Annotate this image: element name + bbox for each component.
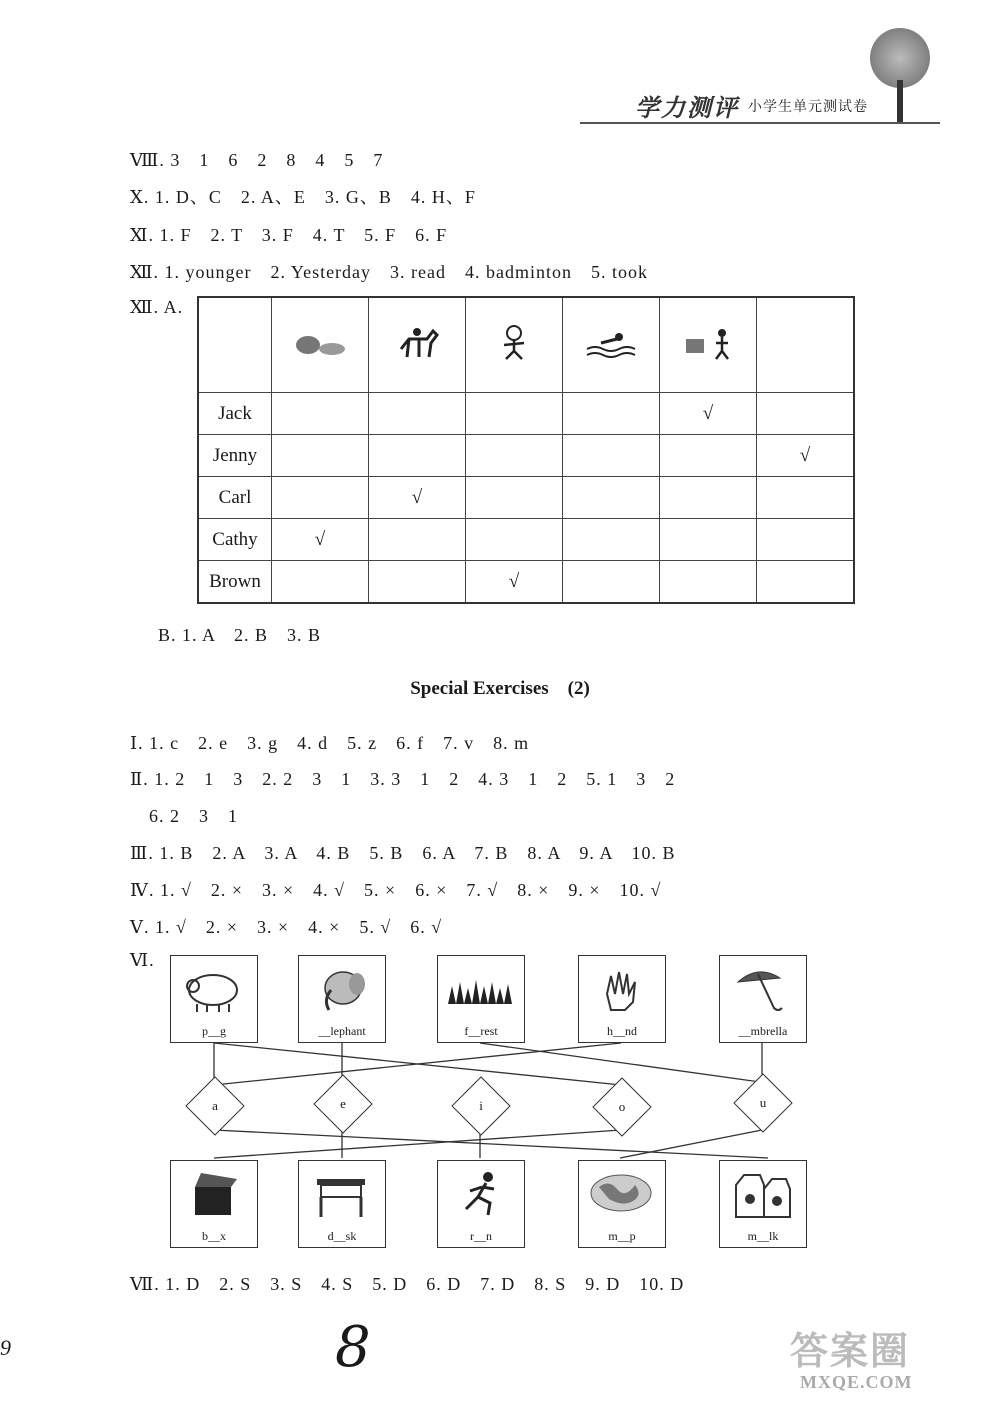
word-label: f__rest <box>464 1024 498 1038</box>
person-name: Brown <box>198 561 272 604</box>
desk-icon <box>309 1169 373 1219</box>
answer-line: Ⅷ. 3 1 6 2 8 4 5 7 <box>130 150 384 170</box>
vowel-letter: a <box>212 1098 218 1113</box>
section-label: Ⅵ. <box>130 950 155 970</box>
word-label: h__nd <box>607 1024 637 1038</box>
word-box-umbrella <box>719 955 807 1043</box>
word-box-hand <box>578 955 666 1043</box>
connector-line <box>214 1130 768 1158</box>
forest-icon <box>448 964 512 1014</box>
watermark-logo: 答案圈 <box>790 1331 911 1373</box>
map-icon <box>589 1169 653 1219</box>
word-box-elephant <box>298 955 386 1043</box>
vowel-letter: e <box>340 1096 346 1111</box>
word-box-map <box>578 1160 666 1248</box>
word-box-forest <box>437 955 525 1043</box>
answer-line: Ⅹ. 1. D、C 2. A、E 3. G、B 4. H、F <box>130 187 476 207</box>
answer-line: Ⅶ. 1. D 2. S 3. S 4. S 5. D 6. D 7. D 8. S 9. D 10. D <box>130 1274 685 1294</box>
check-mark-cell: √ <box>466 561 563 604</box>
word-label: p__g <box>202 1024 226 1038</box>
header-brand: 学力测评 <box>635 96 739 122</box>
handwritten-mark: 8 <box>335 1315 371 1380</box>
person-name: Cathy <box>198 519 272 561</box>
word-box-box <box>170 1160 258 1248</box>
page-number: 9 <box>0 1335 11 1360</box>
vowel-letter: u <box>759 1095 767 1110</box>
answer-line: Ⅱ. 1. 2 1 3 2. 2 3 1 3. 3 1 2 4. 3 1 2 5. 1 3 2 <box>130 769 676 789</box>
word-box-run <box>437 1160 525 1248</box>
connector-line <box>480 1043 760 1082</box>
watermark-url: MXQE.COM <box>800 1372 913 1392</box>
connector-line <box>214 1130 621 1158</box>
answer-line: Ⅻ. 1. younger 2. Yesterday 3. read 4. badminton 5. took <box>130 262 649 282</box>
answer-line: Ⅳ. 1. √ 2. × 3. × 4. √ 5. × 6. × 7. √ 8. × 9. × 10. √ <box>130 880 662 900</box>
header-subtitle: 小学生单元测试卷 <box>748 100 868 115</box>
elephant-icon <box>309 964 373 1014</box>
check-mark-cell: √ <box>660 393 757 435</box>
hand-icon <box>589 964 653 1014</box>
section-title: Special Exercises (2) <box>410 678 590 699</box>
answer-line: Ⅰ. 1. c 2. e 3. g 4. d 5. z 6. f 7. v 8. m <box>130 733 530 753</box>
answer-line: Ⅲ. 1. B 2. A 3. A 4. B 5. B 6. A 7. B 8. A 9. A 10. B <box>130 843 676 863</box>
word-label: d__sk <box>327 1229 357 1243</box>
word-label: __mbrella <box>738 1024 788 1038</box>
person-name: Jack <box>198 393 272 435</box>
vowel-letter: i <box>479 1098 483 1113</box>
answer-line: Ⅺ. 1. F 2. T 3. F 4. T 5. F 6. F <box>130 225 448 245</box>
vowel-letter: o <box>618 1099 626 1114</box>
box-icon <box>181 1169 245 1219</box>
section-label: Ⅻ. A. <box>130 297 184 317</box>
answer-line: Ⅴ. 1. √ 2. × 3. × 4. × 5. √ 6. √ <box>130 917 443 937</box>
person-name: Jenny <box>198 435 272 477</box>
word-label: b__x <box>202 1229 226 1243</box>
word-label: m__lk <box>747 1229 779 1243</box>
runner-icon <box>448 1169 512 1219</box>
word-box-pig <box>170 955 258 1043</box>
check-mark-cell: √ <box>272 519 369 561</box>
word-label: __lephant <box>318 1024 366 1038</box>
check-mark-cell: √ <box>369 477 466 519</box>
word-label: r__n <box>470 1229 492 1243</box>
milk-carton-icon <box>730 1169 794 1219</box>
word-box-desk <box>298 1160 386 1248</box>
umbrella-icon <box>730 964 794 1014</box>
pig-icon <box>181 964 245 1014</box>
answer-line: B. 1. A 2. B 3. B <box>158 625 322 645</box>
answer-line: 6. 2 3 1 <box>130 806 238 826</box>
word-box-milk <box>719 1160 807 1248</box>
check-mark-cell: √ <box>757 435 855 477</box>
person-name: Carl <box>198 477 272 519</box>
word-label: m__p <box>608 1229 636 1243</box>
